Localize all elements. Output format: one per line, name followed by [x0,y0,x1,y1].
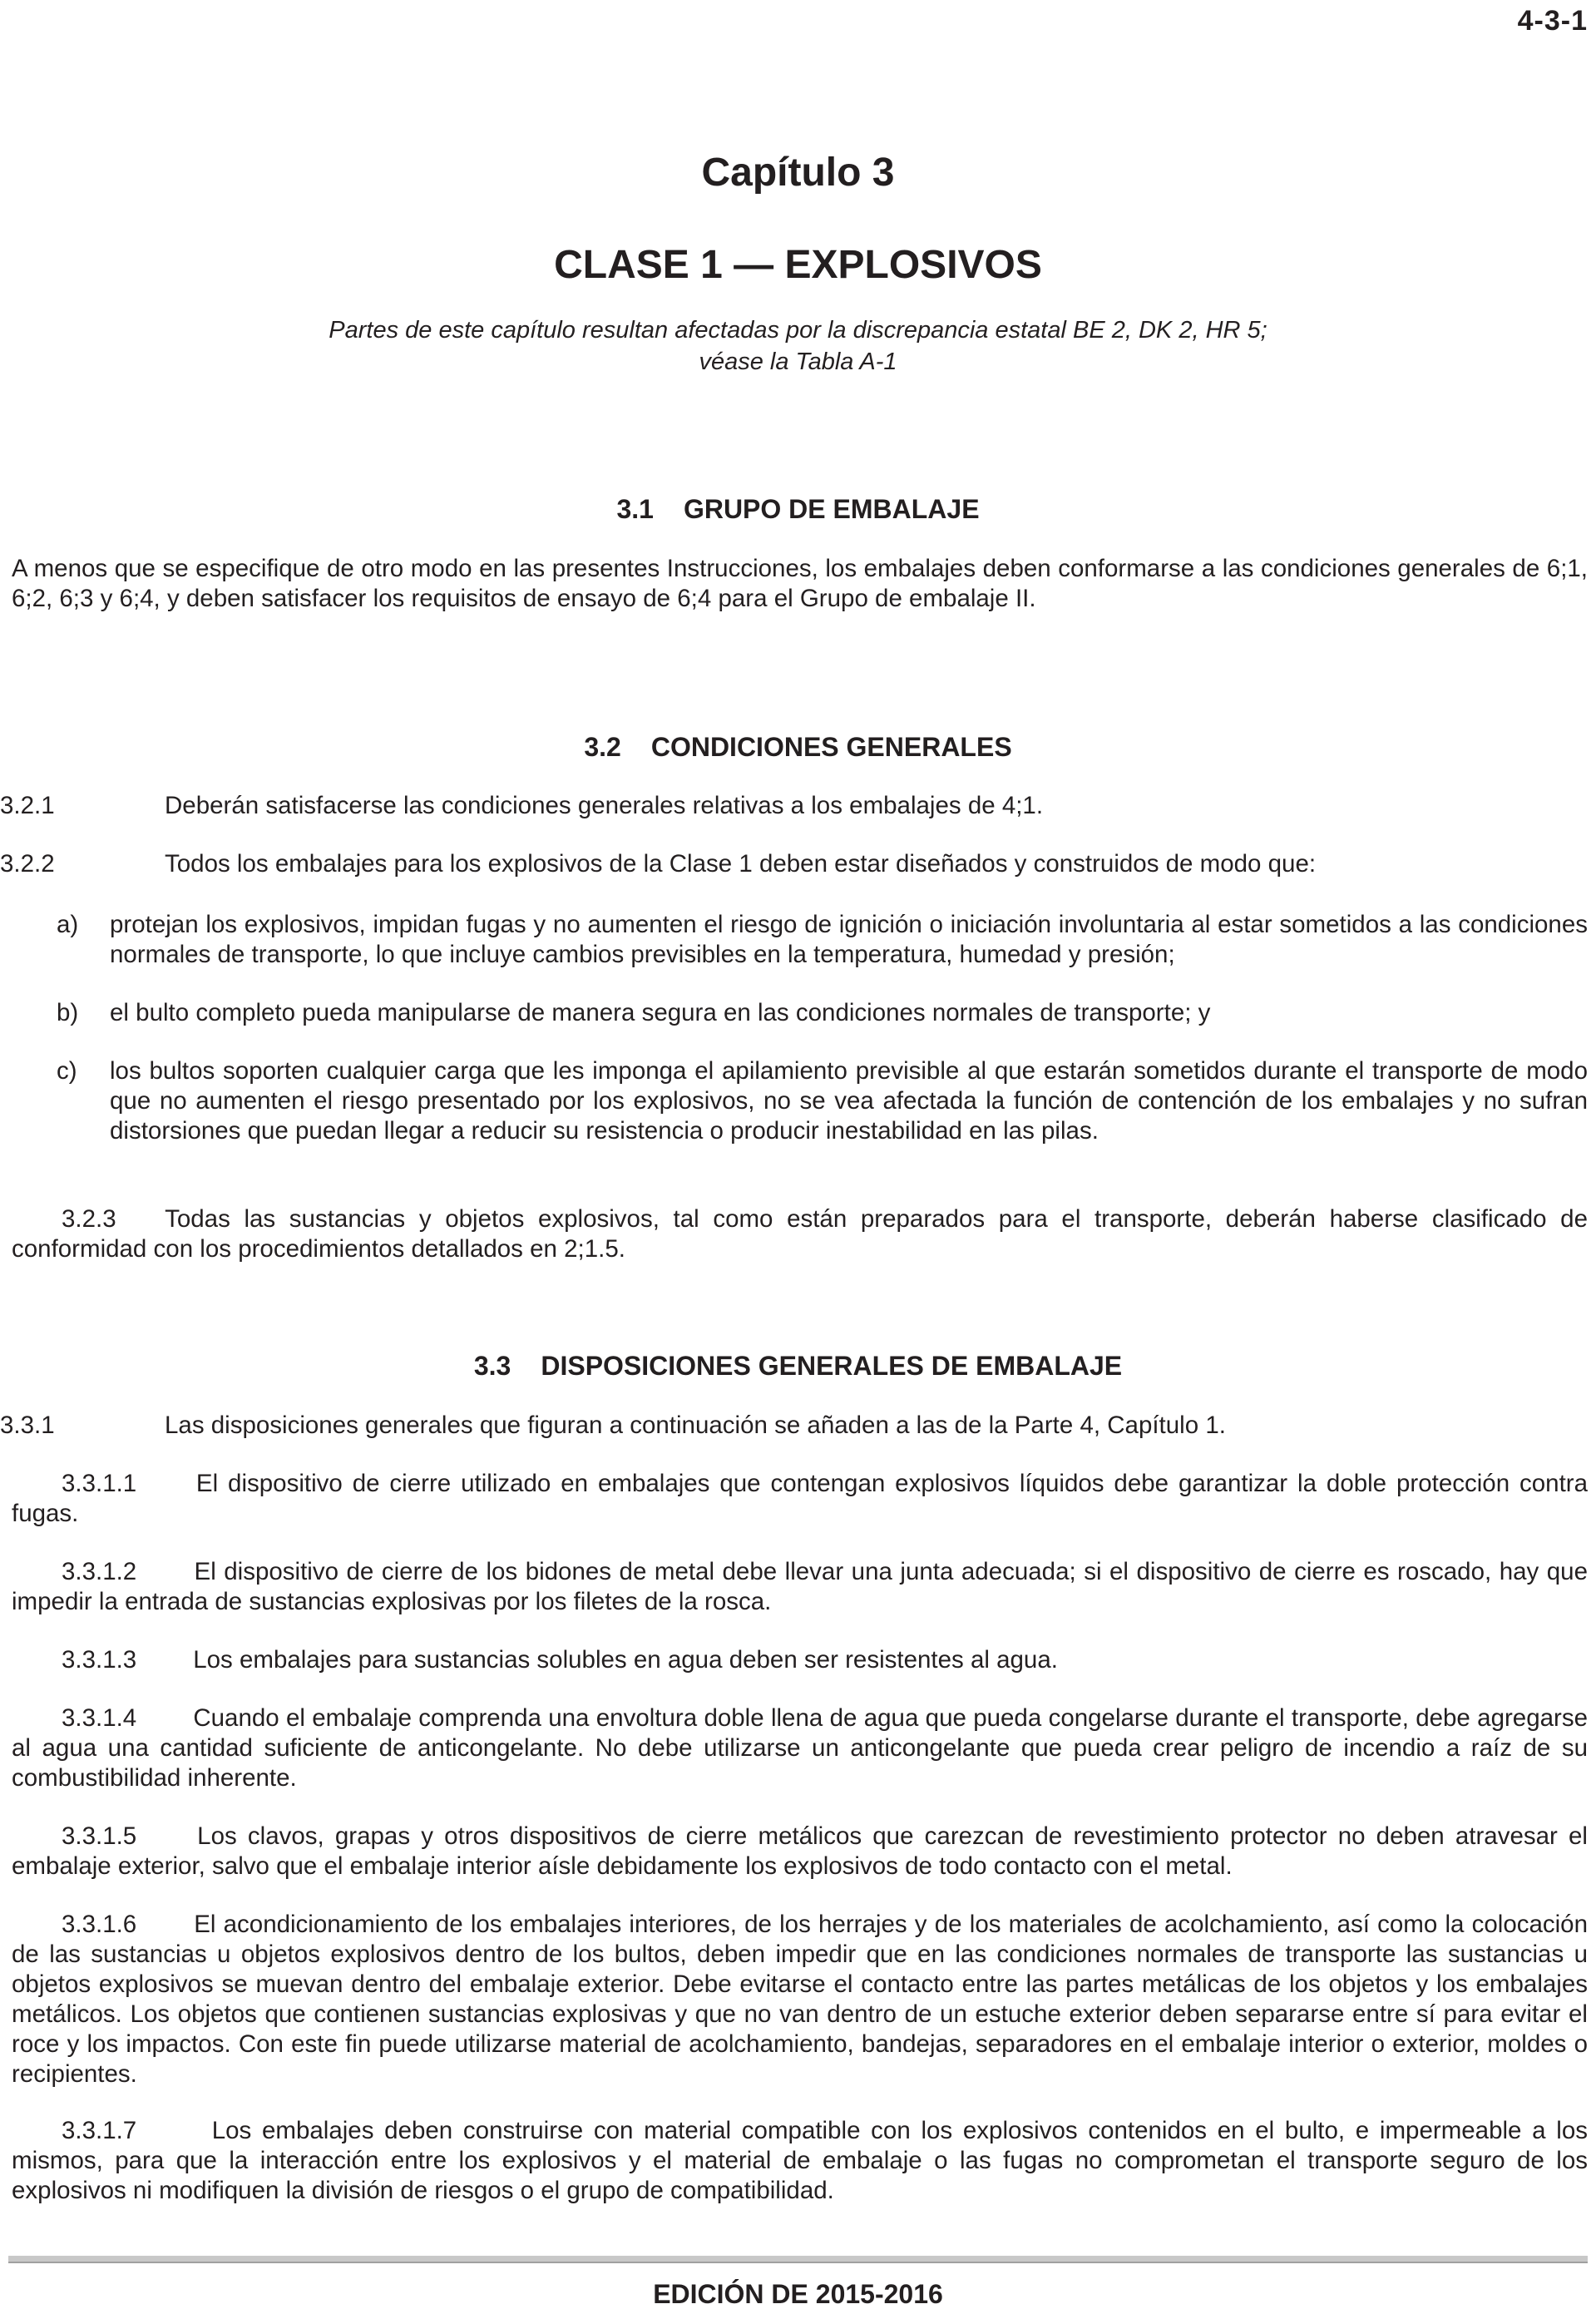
paragraph-3-3-1-2 [12,1557,1588,1617]
paragraph-number: 3.3.1.1 [62,1470,137,1497]
paragraph-number: 3.3.1.2 [62,1558,137,1585]
paragraph-3-3-1 [0,1411,1588,1441]
paragraph-text: Los embalajes deben construirse con material compatible con los explosivos contenidos en el bulto, e impermeable a los mismos, para que la interacción entre los explosivos y el material de embalaje o las fugas no comprometan el transporte seguro de los explosivos ni modifiquen la división de riesgos o el grupo de compatibilidad. [12,2117,1588,2204]
paragraph-number: 3.3.1 [0,1412,55,1439]
list-marker: c) [57,1057,77,1085]
section-title: DISPOSICIONES GENERALES DE EMBALAJE [541,1351,1123,1381]
paragraph-number: 3.3.1.3 [62,1646,137,1674]
paragraph-text: Todos los embalajes para los explosivos de la Clase 1 deben estar diseñados y construidos de modo que: [165,850,1317,878]
paragraph-number: 3.3.1.5 [62,1822,137,1850]
paragraph-number: 3.3.1.4 [62,1704,137,1732]
paragraph-3-1: A menos que se especifique de otro modo en las presentes Instrucciones, los embalajes deben conformarse a las condiciones generales de 6;1, 6;2, 6;3 y 6;4, y deben satisfacer los requisitos de ensayo de 6;4 para el Grupo de embalaje II. [12,555,1588,612]
section-title: CONDICIONES GENERALES [650,732,1012,762]
list-item-text: el bulto completo pueda manipularse de manera segura en las condiciones normales de transporte; y [110,999,1211,1026]
class-title: CLASE 1 — EXPLOSIVOS [554,243,1042,287]
paragraph-text: Cuando el embalaje comprenda una envoltura doble llena de agua que pueda congelarse durante el transporte, debe agregarse al agua una cantidad suficiente de anticongelante. No debe utilizarse un anticongelante que pueda crear peligro de incendio a raíz de su combustibilidad inherente. [12,1704,1588,1792]
paragraph-3-2-2 [0,849,1588,879]
discrepancy-note [0,314,1596,378]
paragraph-text: Las disposiciones generales que figuran a continuación se añaden a las de la Parte 4, Capítulo 1. [165,1412,1226,1439]
paragraph-3-2-1 [0,791,1588,821]
list-item-a [57,910,1588,970]
list-marker: b) [57,999,79,1026]
list-item-c [57,1056,1588,1146]
paragraph-text: Los clavos, grapas y otros dispositivos de cierre metálicos que carezcan de revestimiento protector no deben atravesar el embalaje exterior, salvo que el embalaje interior aísle debidamente los explosivos de todo contacto con el metal. [12,1822,1588,1880]
paragraph-3-3-1-3 [12,1645,1588,1675]
list-item-b [57,998,1588,1028]
section-heading-3-1 [0,494,1596,525]
chapter-title: Capítulo 3 [701,151,895,195]
section-number: 3.1 [616,494,654,524]
paragraph-3-3-1-6 [12,1910,1588,2089]
list-item-text: los bultos soporten cualquier carga que les imponga el apilamiento previsible al que estarán sometidos durante el transporte de modo que no aumenten el riesgo presentado por los explosivos, no se vea afectada la función de contención de los embalajes y no sufran distorsiones que puedan llegar a reducir su resistencia o producir inestabilidad en las pilas. [110,1057,1588,1145]
footer-rule [8,2256,1588,2262]
paragraph-number: 3.2.1 [0,792,55,819]
paragraph-3-3-1-7 [12,2116,1588,2206]
paragraph-text: Los embalajes para sustancias solubles en agua deben ser resistentes al agua. [193,1646,1058,1674]
list-marker: a) [57,911,79,938]
paragraph-text: El dispositivo de cierre de los bidones de metal debe llevar una junta adecuada; si el dispositivo de cierre es roscado, hay que impedir la entrada de sustancias explosivas por los filetes de la rosca. [12,1558,1588,1615]
section-heading-3-2 [0,732,1596,763]
section-number: 3.3 [473,1351,511,1381]
paragraph-text: Deberán satisfacerse las condiciones generales relativas a los embalajes de 4;1. [165,792,1044,819]
discrepancy-line-2: véase la Tabla A-1 [699,349,897,375]
paragraph-3-3-1-4 [12,1703,1588,1793]
paragraph-3-3-1-1 [12,1469,1588,1529]
paragraph-3-2-3 [12,1204,1588,1264]
paragraph-number: 3.3.1.6 [62,1911,137,1938]
section-title: GRUPO DE EMBALAJE [683,494,980,524]
page-number: 4-3-1 [1517,5,1588,37]
paragraph-number: 3.3.1.7 [62,2117,137,2144]
paragraph-3-3-1-5 [12,1822,1588,1881]
section-heading-3-3 [0,1351,1596,1382]
paragraph-text: Todas las sustancias y objetos explosivos, tal como están preparados para el transporte, deberán haberse clasificado de conformidad con los procedimientos detallados en 2;1.5. [12,1205,1588,1263]
paragraph-text: El acondicionamiento de los embalajes interiores, de los herrajes y de los materiales de acolchamiento, así como la colocación de las sustancias u objetos explosivos dentro de los bultos, deben impedir que en las condiciones normales de transporte las sustancias u objetos explosivos se muevan dentro del embalaje exterior. Debe evitarse el contacto entre las partes metálicas de los objetos y los embalajes metálicos. Los objetos que contienen sustancias explosivas y que no van dentro de un estuche exterior deben separarse entre sí para evitar el roce y los impactos. Con este fin puede utilizarse material de acolchamiento, bandejas, separadores en el embalaje interior o exterior, moldes o recipientes. [12,1911,1588,2088]
paragraph-number: 3.2.3 [62,1205,116,1233]
edition-footer: EDICIÓN DE 2015-2016 [653,2279,943,2309]
discrepancy-line-1: Partes de este capítulo resultan afectadas por la discrepancia estatal BE 2, DK 2, HR 5; [329,317,1267,344]
paragraph-number: 3.2.2 [0,850,55,878]
section-number: 3.2 [584,732,621,762]
list-item-text: protejan los explosivos, impidan fugas y no aumenten el riesgo de ignición o iniciación involuntaria al estar sometidos a las condiciones normales de transporte, lo que incluye cambios previsibles en la temperatura, humedad y presión; [110,911,1588,968]
footer-rule-shadow [8,2262,1588,2263]
paragraph-text: El dispositivo de cierre utilizado en embalajes que contengan explosivos líquidos debe garantizar la doble protección contra fugas. [12,1470,1589,1527]
